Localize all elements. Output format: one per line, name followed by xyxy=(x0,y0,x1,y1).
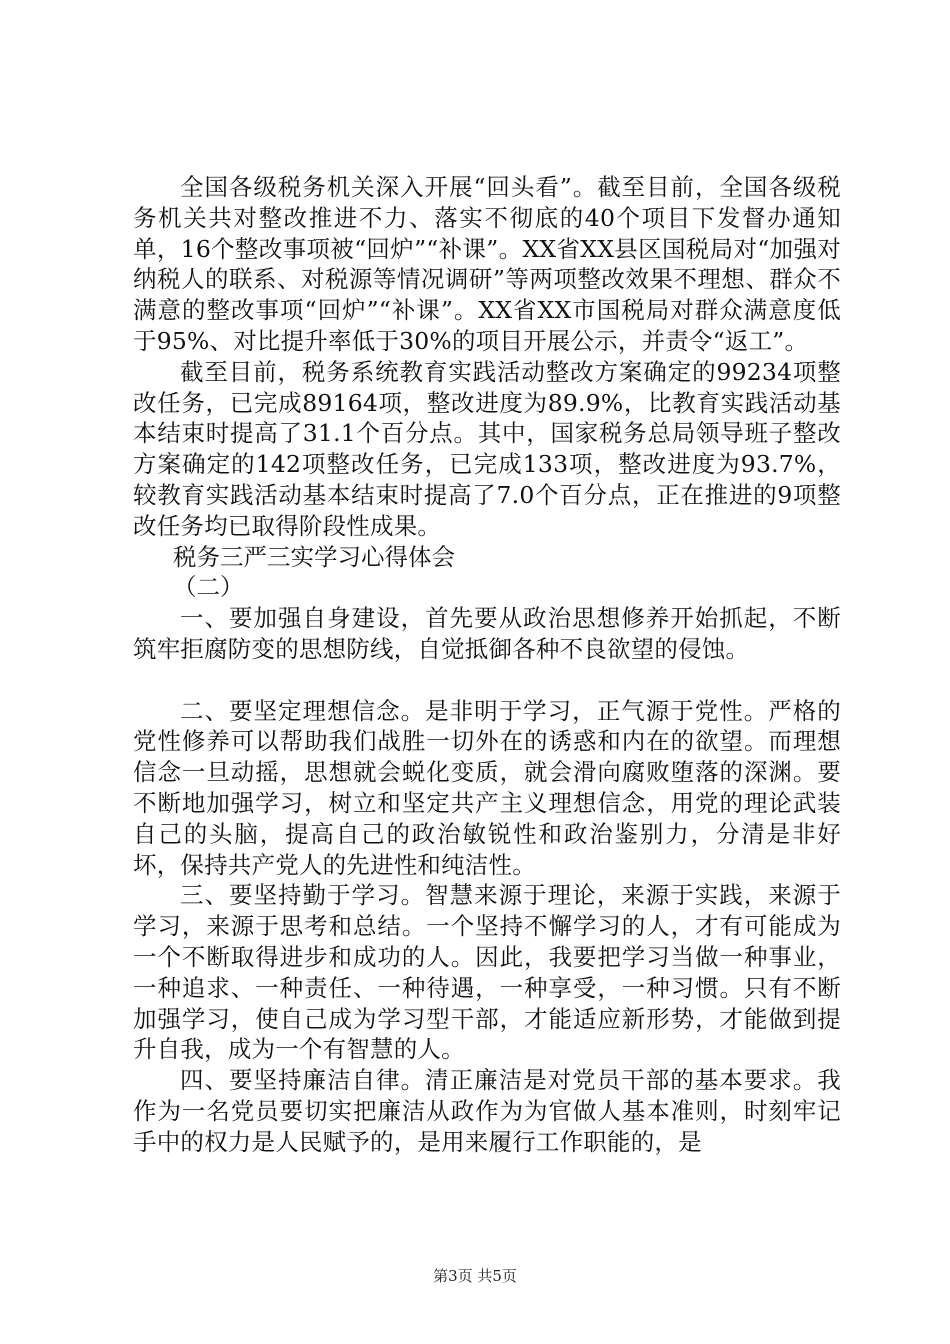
point-one: 一、要加强自身建设，首先要从政治思想修养开始抓起，不断筑牢拒腐防变的思想防线，自觉抵御各种不良欲望的侵蚀。 xyxy=(133,604,841,663)
page-number-footer: 第3页 共5页 xyxy=(433,1267,517,1285)
point-four: 四、要坚持廉洁自律。清正廉洁是对党员干部的基本要求。我作为一名党员要切实把廉洁从政作为为官做人基本准则，时刻牢记手中的权力是人民赋予的，是用来履行工作职能的，是 xyxy=(133,1066,841,1156)
point-two: 二、要坚定理想信念。是非明于学习，正气源于党性。严格的党性修养可以帮助我们战胜一切外在的诱惑和内在的欲望。而理想信念一旦动摇，思想就会蜕化变质，就会滑向腐败堕落的深渊。要不断地加强学习，树立和坚定共产主义理想信念，用党的理论武装自己的头脑，提高自己的政治敏锐性和政治鉴别力，分清是非好坏，保持共产党人的先进性和纯洁性。 xyxy=(133,696,841,879)
section-subheading: （二） xyxy=(173,573,244,602)
paragraph-progress: 截至目前，税务系统教育实践活动整改方案确定的99234项整改任务，已完成89164项，整改进度为89.9%，比教育实践活动基本结束时提高了31.1个百分点。其中，国家税务总局领导班子整改方案确定的142项整改任务，已完成133项，整改进度为93.7%，较教育实践活动基本结束时提高了7.0个百分点，正在推进的9项整改任务均已取得阶段性成果。 xyxy=(133,357,841,540)
point-three: 三、要坚持勤于学习。智慧来源于理论，来源于实践，来源于学习，来源于思考和总结。一个坚持不懈学习的人，才有可能成为一个不断取得进步和成功的人。因此，我要把学习当做一种事业，一种追求、一种责任、一种待遇，一种享受，一种习惯。只有不断加强学习，使自己成为学习型干部，才能适应新形势，才能做到提升自我，成为一个有智慧的人。 xyxy=(133,881,841,1064)
section-heading: 税务三严三实学习心得体会 xyxy=(173,542,455,571)
blank-line xyxy=(133,665,841,696)
document-body xyxy=(133,172,841,1158)
paragraph-review: 全国各级税务机关深入开展“回头看”。截至目前，全国各级税务机关共对整改推进不力、落实不彻底的40个项目下发督办通知单，16个整改事项被“回炉”“补课”。XX省XX县区国税局对“加强对纳税人的联系、对税源等情况调研”等两项整改效果不理想、群众不满意的整改事项“回炉”“补课”。XX省XX市国税局对群众满意度低于95%、对比提升率低于30%的项目开展公示，并责令“返工”。 xyxy=(133,173,841,355)
